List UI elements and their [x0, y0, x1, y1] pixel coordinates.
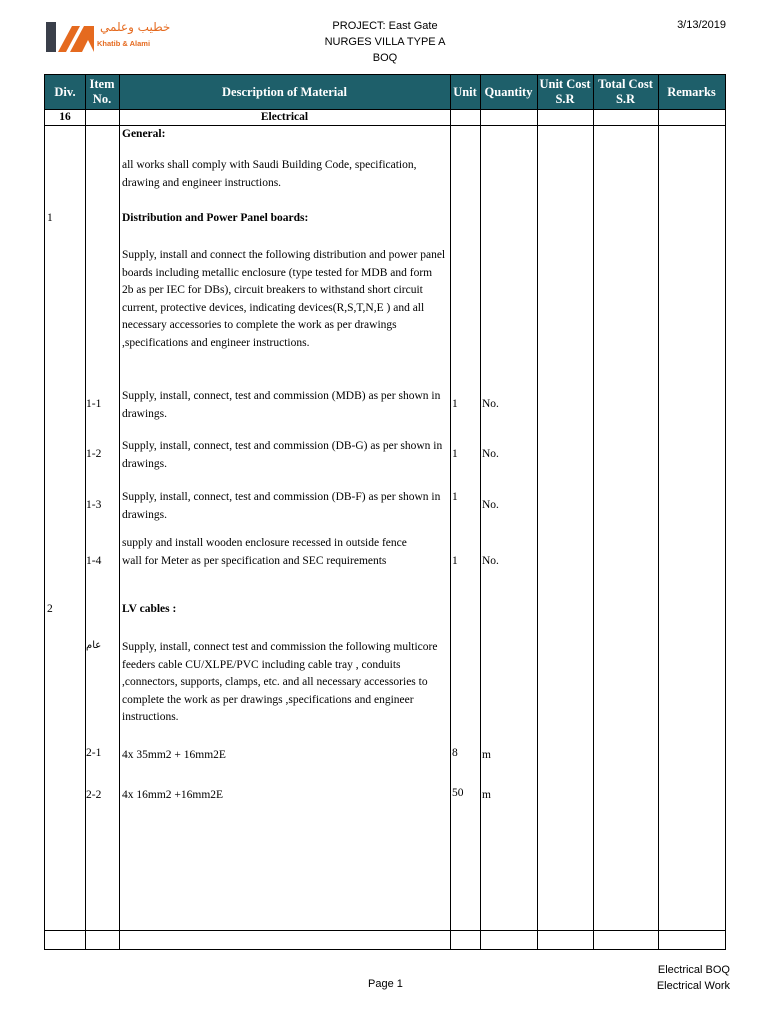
item-unit: No. [482, 448, 499, 460]
project-subtitle: NURGES VILLA TYPE A [324, 36, 446, 48]
column-divider [537, 75, 538, 949]
group-item-label: عام [86, 640, 102, 651]
section-title: Electrical [260, 111, 309, 123]
footer-sheet-name: Electrical BOQ [657, 964, 730, 976]
item-unit: No. [482, 398, 499, 410]
group-title: Distribution and Power Panel boards: [122, 212, 309, 224]
footer-sheet-info [657, 962, 730, 994]
item-number: 2-1 [86, 747, 102, 759]
column-header-quantity: Quantity [484, 84, 533, 99]
item-quantity: 1 [452, 448, 458, 460]
item-quantity: 1 [452, 555, 458, 567]
column-header-unit: Unit [453, 84, 477, 99]
item-number: 1-2 [86, 448, 102, 460]
item-description: Supply, install, connect, test and commission (MDB) as per shown in drawings. [122, 390, 441, 420]
column-header-description: Description of Material [222, 84, 347, 99]
general-text: all works shall comply with Saudi Building Code, specification, drawing and engineer instructions. [122, 159, 417, 189]
item-number: 1-3 [86, 499, 102, 511]
column-divider [593, 75, 594, 949]
item-quantity: 1 [452, 491, 458, 503]
footer-section-name: Electrical Work [656, 980, 730, 992]
column-header-unit-cost: Unit Cost S.R [539, 77, 591, 106]
item-number: 2-2 [86, 789, 102, 801]
document-date: 3/13/2019 [677, 19, 726, 31]
row-divider [45, 930, 725, 931]
general-title: General: [122, 128, 166, 140]
column-header-div: Div. [54, 84, 76, 99]
group-description: Supply, install, connect test and commission the following multicore feeders cable CU/XLPE/PVC including cable tray , conduits ,connectors, supports, clamps, etc. and all necessary accessories to complete the work as per drawings ,specifications and engineer instructions. [122, 641, 438, 723]
item-number: 1-1 [86, 398, 102, 410]
document-title-block [230, 18, 540, 66]
item-unit: No. [482, 499, 499, 511]
item-unit: m [482, 749, 491, 761]
column-header-remarks: Remarks [667, 84, 716, 99]
section-div-number: 16 [59, 111, 71, 123]
item-quantity: 50 [452, 787, 464, 799]
column-divider [658, 75, 659, 949]
group-div-number: 1 [47, 212, 53, 224]
group-description: Supply, install and connect the following distribution and power panel boards including metallic enclosure (type tested for MDB and form 2b as per IEC for DBs), circuit breakers to withstand short circuit current, protective devices, indicating devices(R,S,T,N,E ) and all necessary accessories to complete the work as per drawings ,specifications and engineer instructions. [122, 249, 446, 349]
group-div-number: 2 [47, 603, 53, 615]
column-divider [119, 75, 120, 949]
logo-english-text: Khatib & Alami [97, 39, 151, 48]
item-quantity: 8 [452, 747, 458, 759]
item-description: Supply, install, connect, test and commission (DB-G) as per shown in drawings. [122, 440, 443, 470]
item-description: supply and install wooden enclosure recessed in outside fence wall for Meter as per specification and SEC requirements [122, 537, 407, 567]
column-header-item-no: Item No. [89, 77, 115, 106]
item-description: Supply, install, connect, test and commission (DB-F) as per shown in drawings. [122, 491, 441, 521]
document-type: BOQ [372, 52, 398, 64]
item-description: 4x 16mm2 +16mm2E [122, 789, 224, 801]
item-description: 4x 35mm2 + 16mm2E [122, 749, 226, 761]
boq-table [44, 74, 726, 950]
logo-arabic-text: خطيب وعلمي [100, 20, 171, 34]
column-divider [450, 75, 451, 949]
item-quantity: 1 [452, 398, 458, 410]
item-unit: No. [482, 555, 499, 567]
project-name: PROJECT: East Gate [332, 20, 438, 32]
group-title: LV cables : [122, 603, 177, 615]
page-number: Page 1 [368, 978, 403, 990]
item-unit: m [482, 789, 491, 801]
item-number: 1-4 [86, 555, 102, 567]
column-divider [480, 75, 481, 949]
column-header-total-cost: Total Cost S.R [598, 77, 653, 106]
